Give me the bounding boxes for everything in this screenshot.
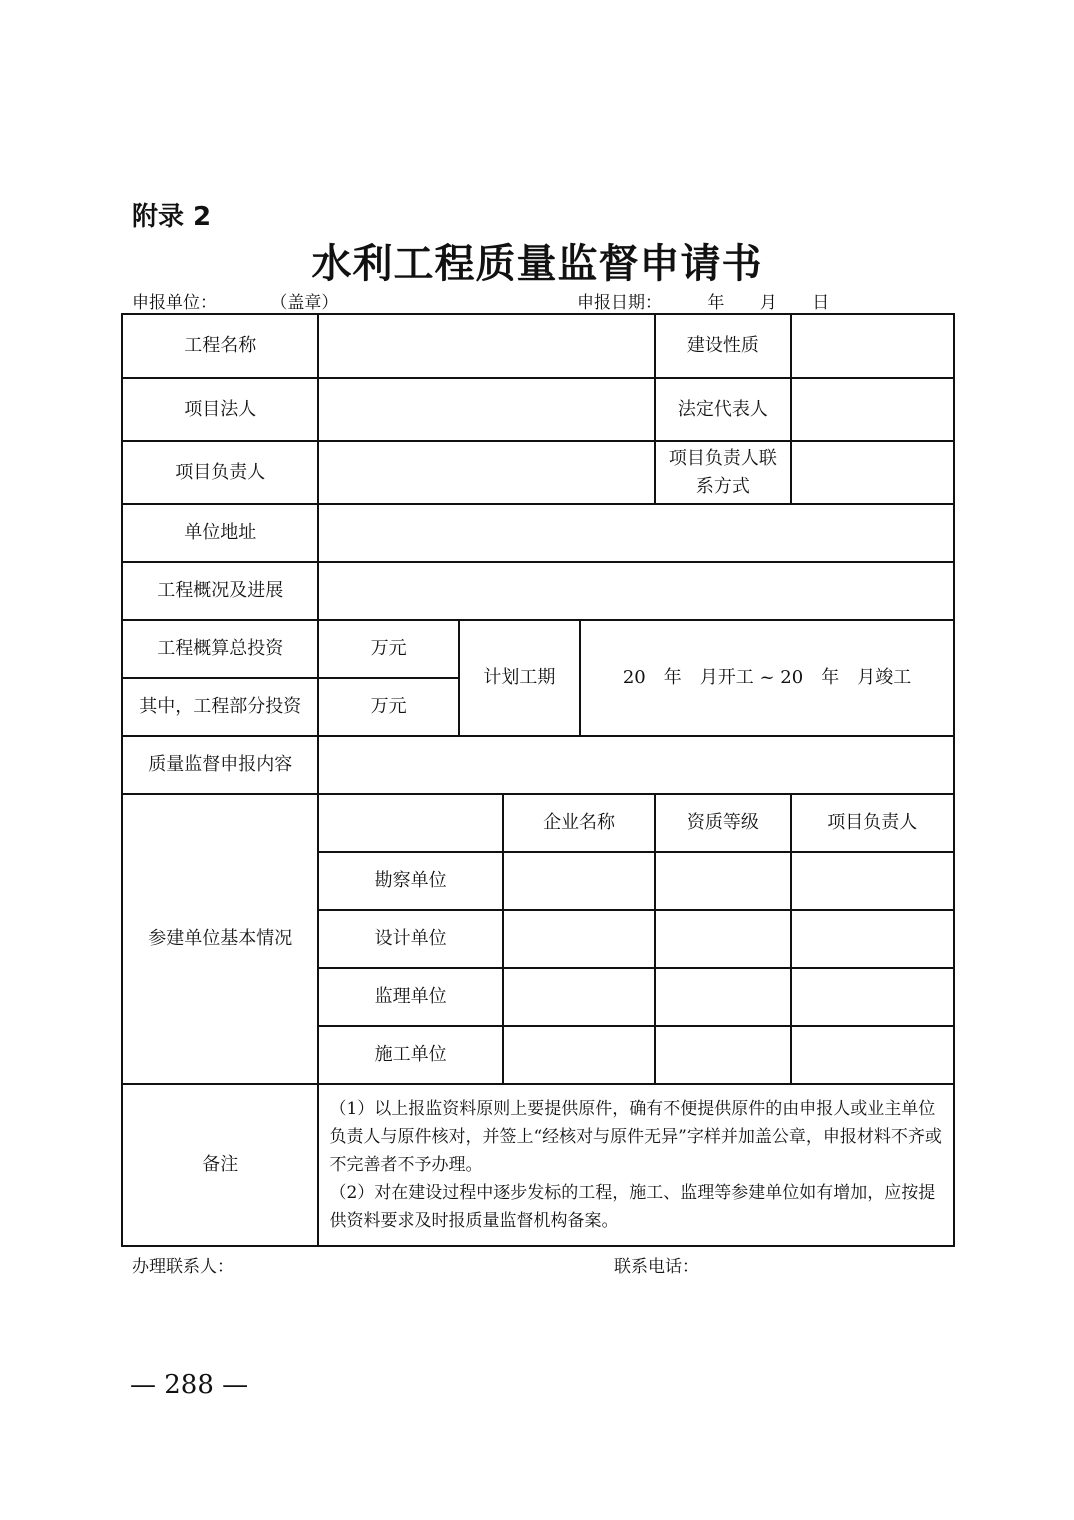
engineering-investment-label: 其中，工程部分投资	[122, 678, 318, 736]
row-participants-header	[122, 794, 954, 852]
survey-company-field[interactable]	[503, 852, 655, 910]
applicant-unit-line	[132, 288, 338, 313]
company-name-header: 企业名称	[503, 794, 655, 852]
row-overview	[122, 562, 954, 620]
survey-qualification-field[interactable]	[655, 852, 790, 910]
engineering-investment-unit[interactable]: 万元	[318, 678, 458, 736]
unit-address-label: 单位地址	[122, 504, 318, 562]
supervision-content-label: 质量监督申报内容	[122, 736, 318, 794]
day-label: 日	[812, 293, 830, 313]
planned-period-field[interactable]: 20 年 月开工 ~ 20 年 月竣工	[580, 620, 954, 736]
construction-nature-field[interactable]	[791, 314, 954, 378]
seal-note: （盖章）	[270, 293, 339, 313]
manager-contact-line-2: 系方式	[695, 475, 750, 497]
total-investment-unit[interactable]: 万元	[318, 620, 458, 678]
project-manager-label: 项目负责人	[122, 441, 318, 504]
contact-phone-label: 联系电话：	[614, 1257, 699, 1277]
manager-contact-label	[655, 441, 790, 504]
construction-company-field[interactable]	[503, 1026, 655, 1084]
project-manager-field[interactable]	[318, 441, 655, 504]
survey-unit-label: 勘察单位	[318, 852, 502, 910]
construction-unit-label: 施工单位	[318, 1026, 502, 1084]
date-label: 申报日期：	[577, 293, 662, 313]
legal-person-label: 项目法人	[122, 378, 318, 441]
supervision-manager-field[interactable]	[791, 968, 954, 1026]
legal-person-field[interactable]	[318, 378, 655, 441]
survey-manager-field[interactable]	[791, 852, 954, 910]
year-label: 年	[707, 293, 725, 313]
application-date-line	[577, 288, 829, 313]
page-number: — 288 —	[130, 1370, 249, 1400]
project-name-field[interactable]	[318, 314, 655, 378]
supervision-content-field[interactable]	[318, 736, 954, 794]
planned-period-label: 计划工期	[459, 620, 580, 736]
application-form-table	[121, 313, 955, 1247]
remark-1: （1）以上报监资料原则上要提供原件，确有不便提供原件的由申报人或业主单位负责人与原件核对，并签上“经核对与原件无异”字样并加盖公章，申报材料不齐或不完善者不予办理。	[329, 1099, 942, 1175]
design-qualification-field[interactable]	[655, 910, 790, 968]
row-project-manager	[122, 441, 954, 504]
contact-person-label: 办理联系人：	[132, 1257, 234, 1277]
design-manager-field[interactable]	[791, 910, 954, 968]
supervision-company-field[interactable]	[503, 968, 655, 1026]
project-name-label: 工程名称	[122, 314, 318, 378]
legal-representative-field[interactable]	[791, 378, 954, 441]
supervision-unit-label: 监理单位	[318, 968, 502, 1026]
overview-field[interactable]	[318, 562, 954, 620]
unit-address-field[interactable]	[318, 504, 954, 562]
construction-qualification-field[interactable]	[655, 1026, 790, 1084]
month-label: 月	[759, 293, 777, 313]
unit-label: 申报单位：	[132, 293, 217, 313]
construction-manager-field[interactable]	[791, 1026, 954, 1084]
manager-header: 项目负责人	[791, 794, 954, 852]
participants-label: 参建单位基本情况	[122, 794, 318, 1084]
row-supervision-content	[122, 736, 954, 794]
row-remarks	[122, 1084, 954, 1246]
construction-nature-label: 建设性质	[655, 314, 790, 378]
remark-2: （2）对在建设过程中逐步发标的工程，施工、监理等参建单位如有增加，应按提供资料要求及时报质量监督机构备案。	[329, 1183, 936, 1231]
document-title: 水利工程质量监督申请书	[311, 241, 763, 287]
supervision-qualification-field[interactable]	[655, 968, 790, 1026]
row-total-investment	[122, 620, 954, 678]
manager-contact-line-1: 项目负责人联	[668, 447, 777, 469]
row-unit-address	[122, 504, 954, 562]
participants-corner-cell	[318, 794, 502, 852]
remarks-content	[318, 1084, 954, 1246]
design-unit-label: 设计单位	[318, 910, 502, 968]
design-company-field[interactable]	[503, 910, 655, 968]
overview-label: 工程概况及进展	[122, 562, 318, 620]
row-project-name	[122, 314, 954, 378]
row-legal-person	[122, 378, 954, 441]
remarks-label: 备注	[122, 1084, 318, 1246]
qualification-header: 资质等级	[655, 794, 790, 852]
manager-contact-field[interactable]	[791, 441, 954, 504]
legal-representative-label: 法定代表人	[655, 378, 790, 441]
total-investment-label: 工程概算总投资	[122, 620, 318, 678]
appendix-label: 附录 2	[132, 202, 212, 232]
